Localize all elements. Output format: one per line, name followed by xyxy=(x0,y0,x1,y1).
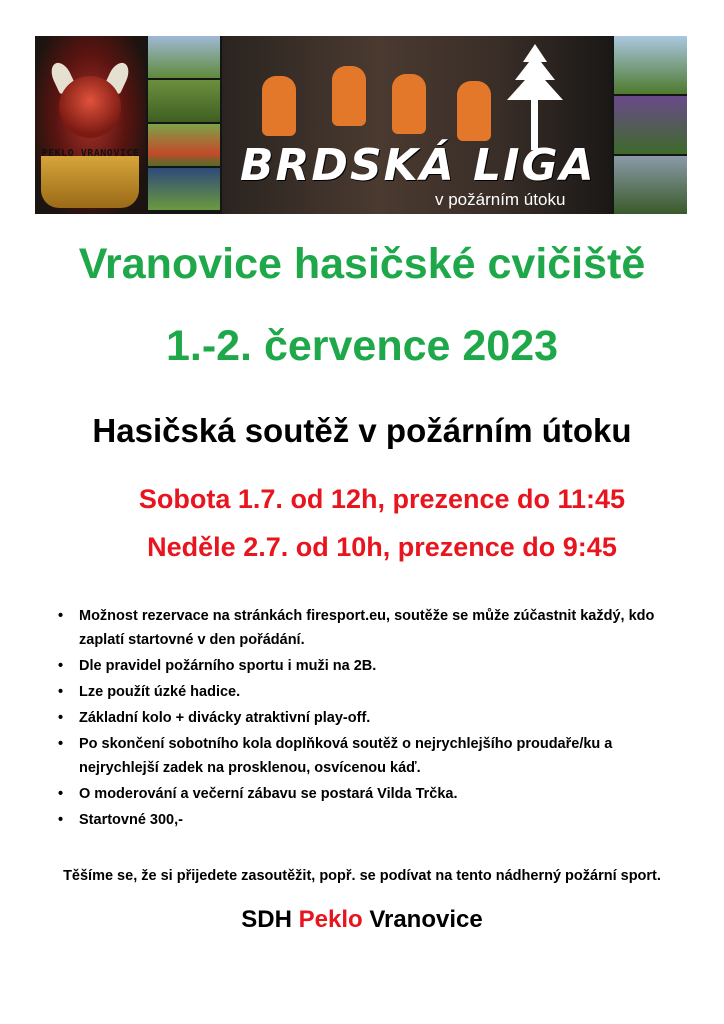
schedule-saturday: Sobota 1.7. od 12h, prezence do 11:45 xyxy=(138,484,626,514)
organizer-highlight: Peklo xyxy=(298,906,363,933)
list-item: • Po skončení sobotního kola doplňková soutěž o nejrychlejšího proudaře/ku a nejrychlejší zadek na prosklenou, osvícenou káď. xyxy=(58,732,678,780)
bullet-icon: • xyxy=(58,710,64,726)
list-item: • O moderování a večerní zábavu se postará Vilda Trčka. xyxy=(58,782,678,806)
date-title: 1.-2. července 2023 xyxy=(165,322,559,370)
bullet-icon: • xyxy=(58,812,64,828)
info-list xyxy=(58,604,678,834)
bullet-icon: • xyxy=(58,736,64,752)
list-item: • Dle pravidel požárního sportu i muži na 2B. xyxy=(58,654,678,678)
emblem-text: PEKLO VRANOVICE xyxy=(41,148,140,159)
bullet-icon: • xyxy=(58,608,64,624)
organizer-suffix: Vranovice xyxy=(369,906,483,933)
schedule-sunday: Neděle 2.7. od 10h, prezence do 9:45 xyxy=(147,532,617,562)
bullet-icon: • xyxy=(58,684,64,700)
closing-note: Těšíme se, že si přijedete zasoutěžit, popř. se podívat na tento nádherný požární sport. xyxy=(63,868,661,884)
list-item: • Základní kolo + divácky atraktivní play-off. xyxy=(58,706,678,730)
header-banner xyxy=(35,36,687,214)
photo-collage-left xyxy=(148,36,220,214)
devil-emblem-icon xyxy=(35,36,146,214)
organizer-signature xyxy=(0,906,724,934)
list-item: • Startovné 300,- xyxy=(58,808,678,832)
event-subtitle: Hasičská soutěž v požárním útoku xyxy=(92,412,632,449)
venue-title: Vranovice hasičské cvičiště xyxy=(78,240,646,288)
logo-subtitle: v požárním útoku xyxy=(435,190,566,209)
bullet-icon: • xyxy=(58,786,64,802)
list-item: • Lze použít úzké hadice. xyxy=(58,680,678,704)
bullet-icon: • xyxy=(58,658,64,674)
organizer-prefix: SDH xyxy=(241,906,292,933)
tree-icon xyxy=(485,40,585,150)
photo-collage-right xyxy=(614,36,687,214)
list-item: • Možnost rezervace na stránkách firesport.eu, soutěže se může zúčastnit každý, kdo zaplatí startovné v den pořádání. xyxy=(58,604,678,652)
logo-title: BRDSKÁ LIGA xyxy=(240,140,596,191)
